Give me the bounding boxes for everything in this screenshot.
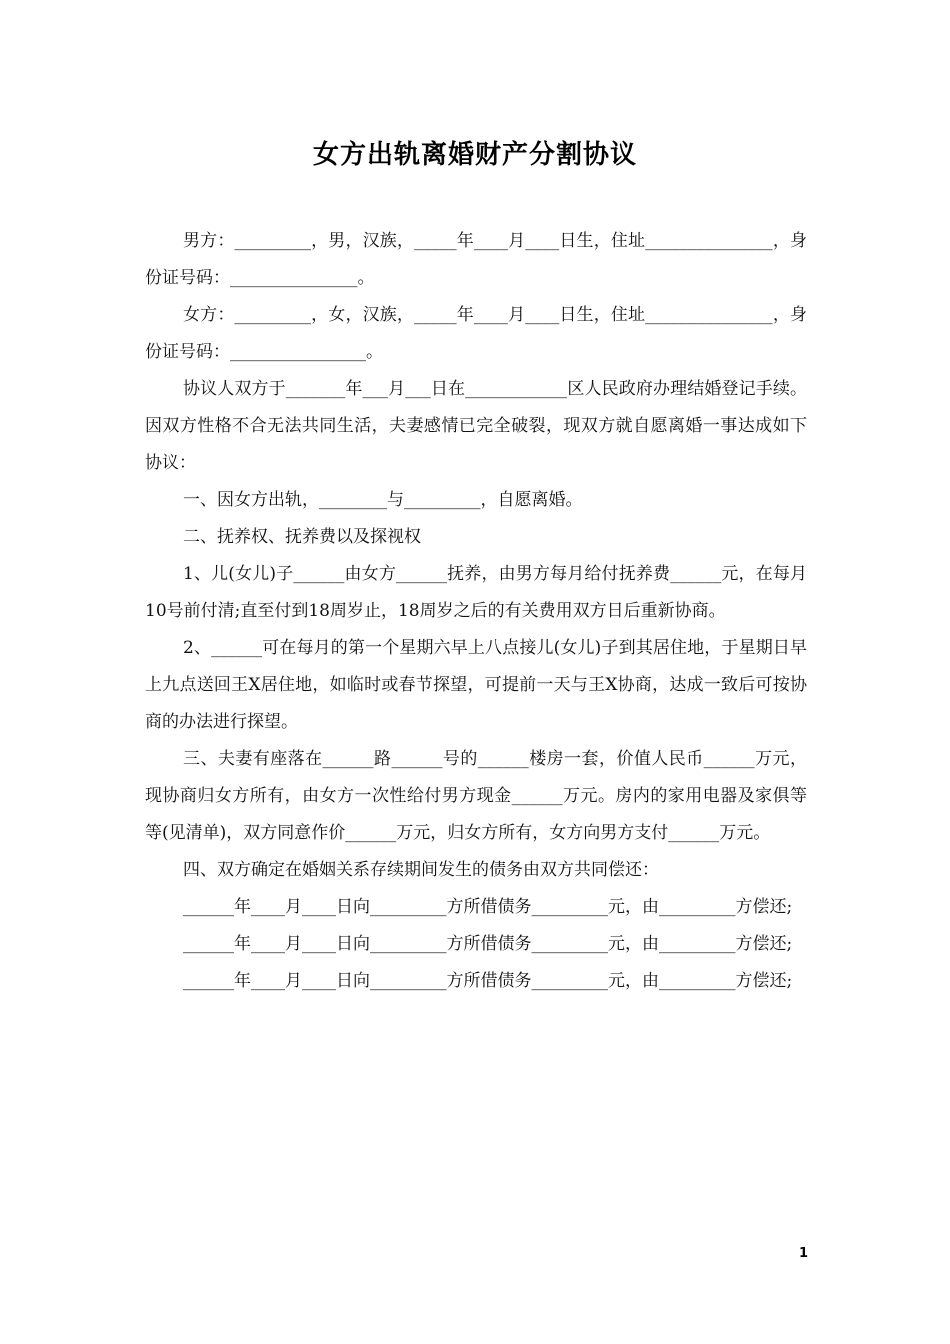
paragraph-male-party: 男方：_________，男，汉族，_____年____月____日生，住址_______________，身份证号码：_______________。 [145, 231, 807, 288]
paragraph-debt-item: ______年____月____日向_________方所借债务_________元，由_________方偿还; [183, 897, 793, 917]
paragraph-debt-item: ______年____月____日向_________方所借债务_________元，由_________方偿还; [183, 971, 793, 991]
paragraph-clause-2-1: 1、儿(女儿)子______由女方______抚养，由男方每月给付抚养费______元，在每月10号前付清;直至付到18周岁止，18周岁之后的有关费用双方日后重新协商。 [145, 564, 807, 621]
paragraph-preamble: 协议人双方于_______年___月___日在____________区人民政府办理结婚登记手续。因双方性格不合无法共同生活，夫妻感情已完全破裂，现双方就自愿离婚一事达成如下协议： [145, 379, 807, 473]
document-body [145, 223, 807, 1000]
paragraph-clause-2-2: 2、______可在每月的第一个星期六早上八点接儿(女儿)子到其居住地，于星期日早上九点送回王X居住地，如临时或春节探望，可提前一天与王X协商，达成一致后可按协商的办法进行探望。 [145, 638, 807, 732]
document-title: 女方出轨离婚财产分割协议 [312, 140, 637, 170]
paragraph-clause-4-heading: 四、双方确定在婚姻关系存续期间发生的债务由双方共同偿还： [183, 860, 659, 880]
page-number: 1 [798, 1246, 808, 1261]
paragraph-clause-3: 三、夫妻有座落在______路______号的______楼房一套，价值人民币______万元，现协商归女方所有，由女方一次性给付男方现金______万元。房内的家用电器及家俱等等(见清单)，双方同意作价______万元，归女方所有，女方向男方支付______万元。 [145, 749, 807, 843]
paragraph-clause-1: 一、因女方出轨，________与_________，自愿离婚。 [183, 490, 583, 510]
paragraph-debt-item: ______年____月____日向_________方所借债务_________元，由_________方偿还; [183, 934, 793, 954]
paragraph-clause-2-heading: 二、抚养权、抚养费以及探视权 [183, 527, 421, 547]
paragraph-female-party: 女方：_________，女，汉族，_____年____月____日生，住址_______________，身份证号码：________________。 [145, 305, 807, 362]
